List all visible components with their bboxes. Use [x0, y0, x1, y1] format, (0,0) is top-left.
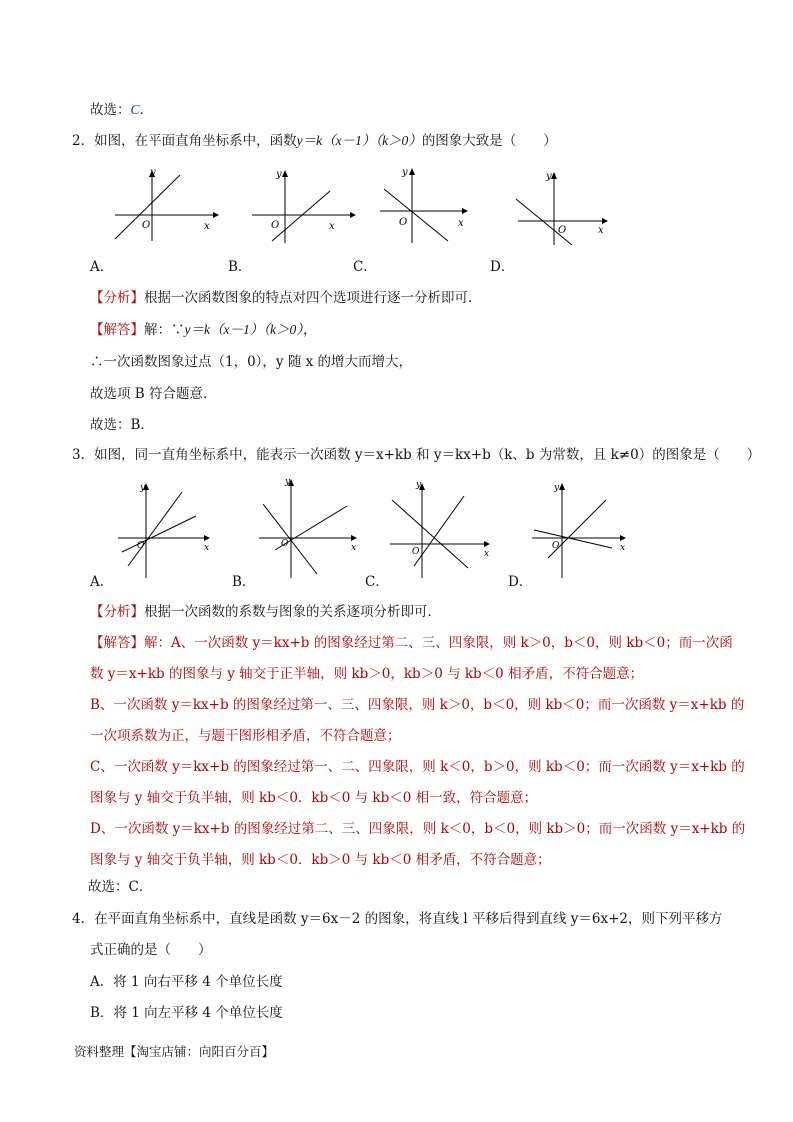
solution-line-2: 数 y＝x+kb 的图象与 y 轴交于正半轴，则 kb＞0，kb＞0 与 kb＜0 相矛盾，不符合题意； — [90, 666, 644, 682]
q2-number: 2． — [72, 133, 95, 149]
q2-function: y＝k（x－1）（k＞0） — [296, 133, 422, 148]
q2-solution-line3: 故选项 B 符合题意． — [90, 386, 217, 402]
q2-figure-d — [510, 165, 630, 245]
q2-option-b: B． — [228, 259, 252, 275]
analysis-tag: 【分析】 — [90, 604, 144, 620]
q2-figure-b — [242, 165, 362, 245]
q1-answer-line — [90, 101, 153, 119]
svg-text:O: O — [271, 220, 280, 231]
svg-text:y: y — [276, 169, 282, 180]
solution-line-5: C、一次函数 y＝kx+b 的图象经过第一、二、四象限，则 k＜0，b＞0，则 kb＜0；而一次函数 y＝x+kb 的 — [90, 759, 745, 775]
svg-text:y: y — [140, 483, 146, 493]
solution-line-6: 图象与 y 轴交于负半轴，则 kb＜0．kb＜0 与 kb＜0 相一致，符合题意； — [90, 790, 538, 806]
q2-solution-line2: ∴一次函数图象过点（1，0），y 随 x 的增大而增大， — [90, 354, 413, 370]
q3-question — [72, 446, 760, 464]
q3-number: 3． — [72, 447, 95, 463]
q3-figure-d — [528, 478, 638, 580]
svg-text:x: x — [204, 221, 210, 232]
solution-line-1: 解：A、一次函数 y＝kx+b 的图象经过第二、三、四象限，则 k＞0，b＜0，则 kb＜0；而一次函 — [144, 635, 733, 651]
svg-text:y: y — [416, 480, 422, 490]
svg-text:O: O — [552, 541, 560, 551]
q3-text: 如图，同一直角坐标系中，能表示一次函数 y＝x+kb 和 y＝kx+b（k、b 为常数，且 k≠0）的图象是（ ） — [94, 447, 761, 463]
svg-text:O: O — [412, 547, 420, 557]
svg-text:x: x — [351, 543, 357, 553]
q3-figure-b — [255, 474, 365, 580]
svg-text:O: O — [137, 541, 145, 551]
q2-question — [72, 132, 557, 150]
solution-text-end: ， — [302, 322, 317, 338]
q3-option-c: C． — [365, 574, 389, 590]
svg-text:x: x — [204, 543, 210, 553]
q3-option-b: B． — [232, 574, 256, 590]
answer-prefix: 故选： — [90, 102, 131, 118]
svg-text:O: O — [399, 217, 408, 228]
q3-final-answer: 故选：C． — [88, 879, 153, 895]
svg-text:y: y — [546, 171, 552, 182]
q2-figure-a — [105, 165, 225, 245]
analysis-text: 根据一次函数图象的特点对四个选项进行逐一分析即可． — [144, 290, 482, 306]
svg-text:y: y — [285, 477, 291, 487]
q4-question-line2: 式正确的是（ ） — [90, 942, 212, 958]
q2-option-c: C． — [353, 259, 377, 275]
solution-line-7: D、一次函数 y＝kx+b 的图象经过第二、三、四象限，则 k＜0，b＜0，则 kb＞0；而一次函数 y＝x+kb 的 — [90, 821, 746, 837]
analysis-tag: 【分析】 — [90, 290, 144, 306]
q3-solution — [90, 634, 733, 652]
q2-solution — [90, 321, 316, 339]
q3-option-a: A． — [90, 574, 114, 590]
q4-option-a: A．将 1 向右平移 4 个单位长度 — [90, 974, 283, 990]
q4-option-b: B．将 1 向左平移 4 个单位长度 — [90, 1005, 283, 1021]
solution-text: 解：∵ — [144, 322, 185, 338]
solution-tag: 【解答】 — [90, 322, 144, 338]
svg-text:O: O — [281, 539, 289, 549]
svg-text:O: O — [142, 220, 151, 231]
svg-text:O: O — [558, 225, 567, 236]
q3-analysis — [90, 603, 441, 621]
solution-line-3: B、一次函数 y＝kx+b 的图象经过第一、三、四象限，则 k＞0，b＜0，则 kb＜0；而一次函数 y＝x+kb 的 — [90, 697, 745, 713]
q2-text-2: 的图象大致是（ ） — [421, 133, 557, 149]
svg-text:y: y — [402, 167, 408, 178]
q2-text-1: 如图，在平面直角坐标系中，函数 — [94, 133, 297, 149]
solution-tag: 【解答】 — [90, 635, 144, 651]
analysis-text: 根据一次函数的系数与图象的关系逐项分析即可． — [144, 604, 441, 620]
q2-analysis — [90, 289, 482, 307]
svg-text:x: x — [458, 218, 464, 229]
svg-text:y: y — [150, 167, 156, 178]
q2-option-a: A． — [90, 259, 114, 275]
solution-line-4: 一次项系数为正，与题干图形相矛盾，不符合题意； — [90, 728, 401, 744]
answer-suffix: ． — [139, 102, 154, 118]
q2-solution-line4: 故选：B． — [90, 417, 154, 433]
answer-letter: C — [130, 102, 140, 117]
svg-text:x: x — [598, 225, 604, 236]
q4-question-line1: 4．在平面直角坐标系中，直线是函数 y＝6x－2 的图象，将直线 l 平移后得到直线 y＝6x+2，则下列平移方 — [72, 911, 723, 927]
q3-figure-c — [386, 476, 496, 580]
q3-figure-a — [112, 478, 222, 580]
svg-text:x: x — [329, 221, 335, 232]
svg-text:x: x — [620, 543, 626, 553]
footer-source: 资料整理【淘宝店铺：向阳百分百】 — [74, 1044, 275, 1059]
q2-figure-c — [372, 165, 492, 245]
svg-text:x: x — [484, 549, 490, 559]
q3-option-d: D． — [508, 574, 533, 590]
svg-text:y: y — [554, 483, 560, 493]
solution-expression: y＝k（x－1）（k＞0） — [184, 322, 303, 337]
solution-line-8: 图象与 y 轴交于负半轴，则 kb＜0．kb＞0 与 kb＜0 相矛盾，不符合题意； — [90, 852, 551, 868]
q2-option-d: D． — [490, 259, 515, 275]
